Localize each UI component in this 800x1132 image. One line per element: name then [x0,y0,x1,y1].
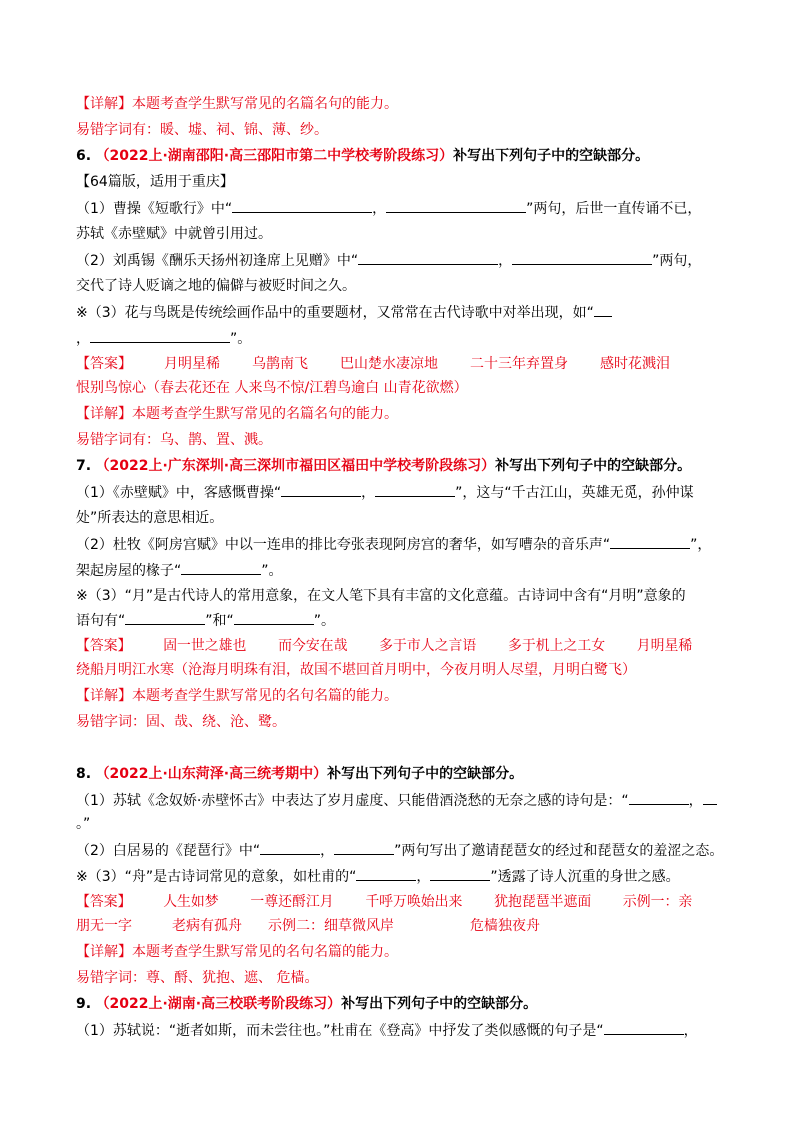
q7-blank-5[interactable] [125,610,205,625]
q8-blank-1[interactable] [629,790,689,805]
q8-answer-3: 千呼万唤始出来 [365,894,463,910]
q6-blank-1[interactable] [232,198,372,213]
q8-answer-7: 老病有孤舟 [172,918,242,934]
q5-detail: 【详解】本题考查学生默写常见的名篇名句的能力。 [76,96,398,112]
q7-header [76,456,691,476]
q6-answer-label: 【答案】 [76,356,132,372]
q7-answer-line1 [76,636,724,656]
q7-source: （2022上·广东深圳·高三深圳市福田区福田中学校考阶段练习） [95,458,496,474]
q6-item1-text-c: ”两句，后世一直传诵不已， [526,201,702,217]
q6-item2-text-c: ”两句， [652,253,702,269]
q7-blank-2[interactable] [375,482,455,497]
q6-answer-5: 感时花溅泪 [600,356,670,372]
q8-item3-text-a: ※（3）“舟”是古诗词常见的意象，如杜甫的“ [76,869,357,885]
q6-item3-text-b: ， [76,331,90,347]
q7-item2-text-b: ”， [690,537,712,553]
q7-item3-line2 [76,610,335,631]
q6-answer-line2: 恨别鸟惊心（春去花还在 人来鸟不惊/江碧鸟逾白 山青花欲燃） [76,380,468,396]
q7-item1-text-c: ”，这与“千古江山，英雄无觅，孙仲谋 [455,485,694,501]
q6-blank-4[interactable] [512,250,652,265]
q8-answer-2: 一尊还酹江月 [250,894,334,910]
q7-item2-text-a: （2）杜牧《阿房宫赋》中以一连串的排比夸张表现阿房宫的奢华，如写嘈杂的音乐声“ [76,537,611,553]
q7-item1-line1 [76,482,694,503]
q7-item1-text-b: ， [361,485,376,501]
q7-blank-6[interactable] [234,610,314,625]
q8-blank-5[interactable] [356,866,416,881]
q6-blank-5[interactable] [594,302,612,317]
q6-item3-text-a: ※（3）花与鸟既是传统绘画作品中的重要题材，又常常在古代诗歌中对举出现，如“ [76,305,594,321]
q6-item3-line1 [76,302,612,323]
q7-item3-text-d: ”。 [313,613,336,629]
q8-answer-line1 [76,892,724,912]
q8-answer-9: 危樯独夜舟 [470,918,540,934]
q6-header [76,146,649,166]
q9-blank-1[interactable] [604,1020,684,1035]
q8-source: （2022上·山东菏泽·高三统考期中） [95,766,328,782]
q6-answer-4: 二十三年弃置身 [470,356,568,372]
q7-answer-2: 而今安在哉 [278,638,348,654]
q6-item1-line1 [76,198,701,219]
q6-prompt: 补写出下列句子中的空缺部分。 [453,148,650,164]
q9-header [76,994,537,1014]
q8-item3-text-b: ， [416,869,431,885]
q7-item2-text-c: 架起房屋的椽子“ [76,563,182,579]
q6-answer-3: 巴山楚水凄凉地 [340,356,438,372]
q6-number: 6. [76,148,92,164]
q8-item1-line2: 。” [76,816,91,832]
q8-blank-4[interactable] [334,840,394,855]
q8-item1-text-a: （1）苏轼《念奴娇·赤壁怀古》中表达了岁月虚度、只能借酒浇愁的无奈之感的诗句是：“ [76,793,629,809]
q7-blank-1[interactable] [281,482,361,497]
q6-item2-line1 [76,250,701,271]
q9-item1-text-b: ， [683,1023,698,1039]
q8-header [76,764,523,784]
q6-answer-line1 [76,354,702,374]
q7-item1-line2: 处”所表达的意思相近。 [76,510,224,526]
q6-edition: 【64篇版，适用于重庆】 [76,174,234,190]
q8-blank-2[interactable] [703,790,717,805]
q6-item3-line2 [76,328,251,349]
q6-source: （2022上·湖南邵阳·高三邵阳市第二中学校考阶段练习） [95,148,454,164]
q8-answer-line2 [76,916,540,936]
q8-answer-label: 【答案】 [76,894,132,910]
q6-error-words: 易错字词有：乌、鹊、置、溅。 [76,432,272,448]
q8-item2 [76,840,723,861]
q7-item1-text-a: （1）《赤壁赋》中，客感慨曹操“ [76,485,282,501]
q7-detail: 【详解】本题考查学生默写常见的名句名篇的能力。 [76,688,398,704]
q6-answer-1: 月明星稀 [164,356,220,372]
q9-item1-text-a: （1）苏轼说：“逝者如斯，而未尝往也。”杜甫在《登高》中抒发了类似感慨的句子是“ [76,1023,604,1039]
q6-item1-line2: 苏轼《赤壁赋》中就曾引用过。 [76,226,272,242]
q6-item2-text-a: （2）刘禹锡《酬乐天扬州初逢席上见赠》中“ [76,253,359,269]
q7-answer-label: 【答案】 [76,638,132,654]
q7-answer-3: 多于市人之言语 [379,638,477,654]
q7-item2-text-d: ”。 [261,563,283,579]
q8-answer-5: 示例一：亲 [622,894,693,910]
q7-blank-4[interactable] [181,560,261,575]
q8-prompt: 补写出下列句子中的空缺部分。 [327,766,524,782]
q7-answer-1: 固一世之雄也 [163,638,247,654]
q8-error-words: 易错字词：尊、酹、犹抱、遮、 危樯。 [76,970,319,986]
q6-item1-text-b: ， [372,201,387,217]
q7-item3-text-c: ”和“ [205,613,234,629]
q8-item2-text-b: ， [320,843,335,859]
q8-item1-text-b: ， [688,793,703,809]
q7-item3-text-b: 语句有“ [76,613,126,629]
q8-item2-text-a: （2）白居易的《琵琶行》中“ [76,843,261,859]
q7-item2-line2 [76,560,283,581]
q8-answer-1: 人生如梦 [163,894,219,910]
q8-item1-line1 [76,790,717,811]
q6-item2-line2: 交代了诗人贬谪之地的偏僻与被贬时间之久。 [76,278,356,294]
q9-item1-line1 [76,1020,698,1041]
q8-blank-6[interactable] [430,866,490,881]
q6-blank-3[interactable] [358,250,498,265]
q6-detail: 【详解】本题考查学生默写常见的名篇名句的能力。 [76,406,398,422]
q7-item3-line1: ※（3）“月”是古代诗人的常用意象，在文人笔下具有丰富的文化意蕴。古诗词中含有“月明”意象的 [76,588,686,604]
q8-number: 8. [76,766,92,782]
q6-item2-text-b: ， [498,253,513,269]
q6-item1-text-a: （1）曹操《短歌行》中“ [76,201,233,217]
q7-answer-line2: 绕船月明江水寒（沧海月明珠有泪，故国不堪回首月明中，今夜月明人尽望，月明白鹭飞） [76,662,636,678]
q8-item3-text-c: ”透露了诗人沉重的身世之感。 [490,869,680,885]
q7-prompt: 补写出下列句子中的空缺部分。 [495,458,692,474]
q8-answer-8: 示例二：细草微风岸 [268,918,394,934]
q8-detail: 【详解】本题考查学生默写常见的名句名篇的能力。 [76,944,398,960]
q6-blank-6[interactable] [90,328,230,343]
q5-error-words: 易错字词有：暖、墟、祠、锦、薄、纱。 [76,122,328,138]
q6-blank-2[interactable] [386,198,526,213]
q9-source: （2022上·湖南·高三校联考阶段练习） [95,996,342,1012]
q6-answer-2: 乌鹊南飞 [252,356,308,372]
q8-blank-3[interactable] [260,840,320,855]
q9-number: 9. [76,996,92,1012]
q9-prompt: 补写出下列句子中的空缺部分。 [341,996,538,1012]
q8-item3 [76,866,680,887]
q8-answer-4: 犹抱琵琶半遮面 [494,894,592,910]
q6-item3-text-c: ”。 [230,331,252,347]
q7-answer-4: 多于机上之工女 [507,638,606,654]
q8-answer-6: 朋无一字 [76,918,132,934]
q8-item2-text-c: ”两句写出了邀请琵琶女的经过和琵琶女的羞涩之态。 [394,843,724,859]
q7-number: 7. [76,458,92,474]
q7-blank-3[interactable] [610,534,690,549]
q7-answer-5: 月明星稀 [636,638,693,654]
q7-item2-line1 [76,534,711,555]
q7-error-words: 易错字词：固、哉、绕、沧、鹭。 [76,714,286,730]
